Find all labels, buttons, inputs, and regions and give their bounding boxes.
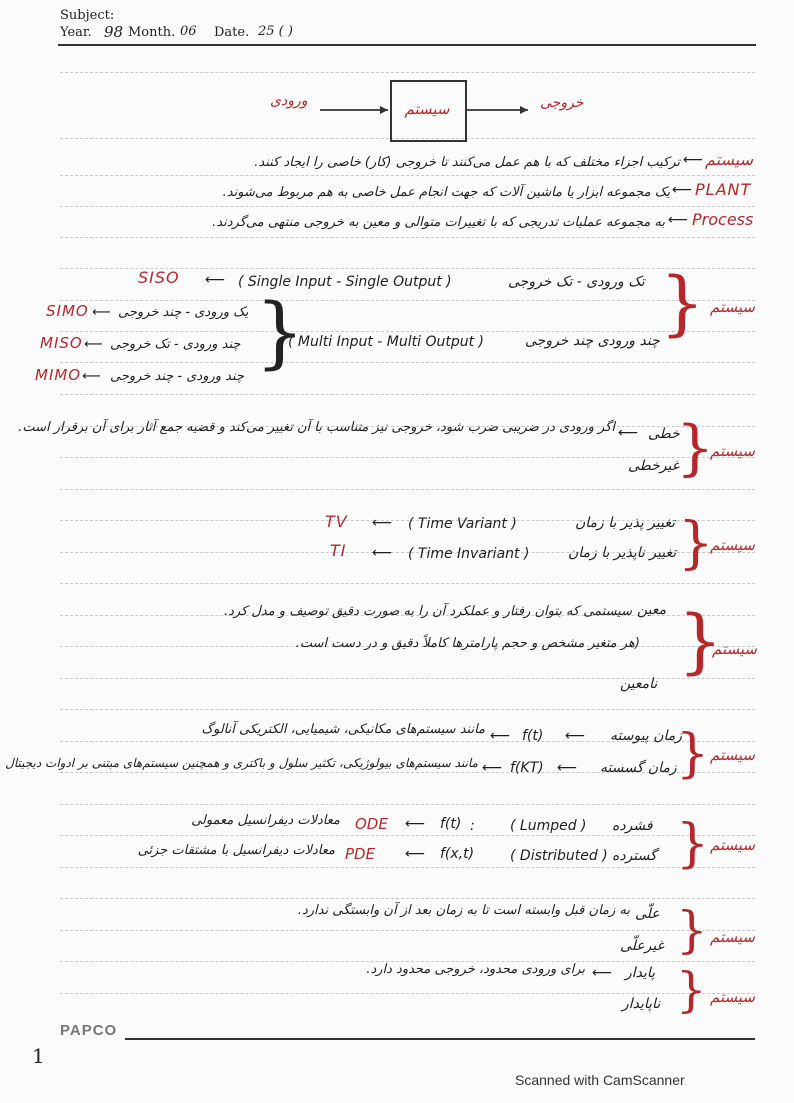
month-value: 06 (180, 24, 197, 39)
continuous-term: زمان پیوسته (610, 728, 683, 744)
def-text-system: ترکیب اجزاء مختلف که با هم عمل می‌کنند تا خروجی (کار) خاصی را ایجاد کنند. (254, 155, 680, 170)
brace-io: } (660, 262, 705, 344)
discrete-func: f(KT) (510, 760, 544, 776)
page-number: 1 (32, 1044, 45, 1068)
ode-desc: معادلات دیفرانسیل معمولی (191, 813, 340, 828)
ruled-line (60, 206, 755, 207)
siso-abbr: SISO (138, 268, 180, 287)
ti-text: تغییر ناپذیر با زمان (568, 545, 677, 561)
output-label: خروجی (540, 95, 584, 111)
month-label: Month. (128, 25, 176, 40)
ruled-line (60, 993, 755, 994)
pde-label: PDE (345, 845, 376, 863)
def-term-plant: PLANT (695, 180, 752, 199)
tv-brace-label: سیستم (710, 536, 755, 554)
brace-time-domain: } (676, 724, 710, 784)
ruled-line (60, 394, 755, 395)
deterministic-term: معین (637, 602, 667, 618)
scanner-watermark: Scanned with CamScanner (515, 1072, 685, 1088)
def-term-system: سیستم (705, 150, 753, 169)
tv-abbr: TV (325, 512, 348, 531)
continuous-desc: مانند سیستم‌های مکانیکی، شیمیایی، الکتریکی آنالوگ (201, 722, 485, 737)
arrow-icon: ⟵ (405, 846, 426, 862)
distributed-english: ( Distributed ) (510, 848, 608, 864)
stable-term: پایدار (625, 965, 656, 981)
ruled-line (60, 331, 755, 332)
miso-abbr: MISO (40, 334, 83, 352)
ti-abbr: TI (330, 541, 347, 560)
mimo-group-english: ( Multi Input - Multi Output ) (288, 334, 484, 350)
discrete-term: زمان گسسته (600, 760, 677, 776)
arrow-icon: ⟵ (405, 816, 426, 832)
deterministic-line1: سیستمی که بتوان رفتار و عملکرد آن را به صورت دقیق توصیف و مدل کرد. (224, 604, 632, 619)
ruled-line (60, 237, 755, 238)
arrow-icon: ⟵ (482, 760, 503, 776)
causality-brace-label: سیستم (710, 928, 755, 946)
unstable-term: ناپایدار (622, 996, 661, 1012)
brace-determinism: } (678, 600, 723, 682)
separator: : (470, 818, 475, 834)
continuous-func: f(t) (522, 728, 544, 744)
arrow-icon: ⟵ (683, 152, 704, 168)
ruled-line (60, 898, 755, 899)
brace-time-variance: } (678, 511, 714, 576)
tv-english: ( Time Variant ) (408, 516, 517, 532)
stable-desc: برای ورودی محدود، خروجی محدود دارد. (366, 962, 585, 977)
ti-english: ( Time Invariant ) (408, 546, 530, 562)
linearity-brace-label: سیستم (710, 442, 755, 460)
brace-causality: } (676, 901, 708, 959)
date-label: Date. (214, 25, 250, 40)
date-value: 25 ( ) (258, 24, 293, 39)
arrow-icon: ⟵ (372, 515, 393, 531)
tv-text: تغییر پذیر با زمان (575, 515, 676, 531)
mimo-text: چند ورودی - چند خروجی (110, 369, 244, 384)
lumped-func: f(t) (440, 816, 462, 832)
discrete-desc: مانند سیستم‌های بیولوژیکی، تکثیر سلول و باکتری و همچنین سیستم‌های مبتنی بر ادوات دیجیتال (5, 756, 478, 770)
linear-desc: اگر ورودی در ضریبی ضرب شود، خروجی نیز متناسب با آن تغییر می‌کند و قضیه جمع آثار برای آن برقرار است. (18, 420, 615, 435)
ruled-line (60, 709, 755, 710)
def-text-process: به مجموعه عملیات تدریجی که با تغییرات متوالی و معین به خروجی منتهی می‌گردند. (212, 215, 665, 230)
year-value: 98 (104, 23, 124, 41)
determinism-brace-label: سیستم (712, 640, 757, 658)
ruled-line (60, 489, 755, 490)
arrow-icon: ⟵ (372, 545, 393, 561)
lumped-english: ( Lumped ) (510, 818, 587, 834)
brace-multi: } (255, 288, 305, 378)
causal-desc: به زمان قبل وابسته است تا به زمان بعد از آن وابستگی ندارد. (297, 903, 630, 918)
arrow-icon: ⟵ (82, 369, 101, 384)
arrow-icon: ⟵ (668, 212, 689, 228)
arrow-icon: ⟵ (592, 965, 613, 981)
stability-brace-label: سیستم (710, 988, 755, 1006)
io-brace-label: سیستم (710, 298, 755, 316)
time-domain-brace-label: سیستم (710, 746, 755, 764)
arrow-icon: ⟵ (618, 425, 639, 441)
distributed-term: گسترده (612, 848, 657, 864)
arrow-icon: ⟵ (565, 728, 586, 744)
ruled-line (60, 835, 755, 836)
simo-text: یک ورودی - چند خروجی (118, 305, 249, 320)
papco-logo: PAPCO (60, 1022, 118, 1039)
simo-abbr: SIMO (46, 302, 89, 320)
ruled-line (60, 362, 755, 363)
ruled-line (60, 300, 755, 301)
arrow-icon: ⟵ (92, 305, 111, 320)
linear-term: خطی (648, 426, 680, 442)
def-term-process: Process (692, 210, 754, 229)
mimo-group-text: چند ورودی چند خروجی (525, 333, 660, 349)
footer-rule (125, 1038, 755, 1040)
subject-label: Subject: (60, 8, 115, 23)
brace-linearity: } (676, 413, 715, 483)
deterministic-line2: (هر متغیر مشخص و حجم پارامترها کاملاً دقیق و در دست است. (295, 636, 640, 651)
brace-stability: } (676, 962, 707, 1018)
siso-english: ( Single Input - Single Output ) (238, 274, 452, 290)
ruled-line (60, 930, 755, 931)
nondeterministic-term: نامعین (620, 676, 658, 692)
mimo-abbr: MIMO (35, 366, 82, 384)
ruled-line (60, 804, 755, 805)
noncausal-term: غیرعلّی (620, 938, 664, 954)
arrow-icon: ⟵ (84, 337, 103, 352)
distributed-func: f(x,t) (440, 846, 475, 862)
causal-term: علّی (635, 906, 660, 922)
lumped-term: فشرده (612, 818, 653, 834)
miso-text: چند ورودی - تک خروجی (110, 337, 241, 352)
brace-parameters: } (676, 814, 710, 874)
ruled-line (60, 175, 755, 176)
nonlinear-term: غیرخطی (628, 458, 680, 474)
block-label: سیستم (404, 100, 450, 118)
pde-desc: معادلات دیفرانسیل با مشتقات جزئی (137, 843, 335, 858)
siso-text: تک ورودی - تک خروجی (508, 274, 645, 290)
year-label: Year. (60, 25, 92, 40)
arrow-icon: ⟵ (557, 760, 578, 776)
arrow-icon: ⟵ (205, 272, 226, 288)
arrow-icon: ⟵ (490, 728, 511, 744)
input-label: ورودی (270, 93, 308, 109)
ruled-line (60, 867, 755, 868)
ode-label: ODE (355, 815, 388, 833)
arrow-icon: ⟵ (672, 182, 693, 198)
ruled-line (60, 583, 755, 584)
def-text-plant: یک مجموعه ابزار یا ماشین آلات که جهت انجام عمل خاصی به هم مربوط می‌شوند. (222, 185, 670, 200)
parameters-brace-label: سیستم (710, 836, 755, 854)
